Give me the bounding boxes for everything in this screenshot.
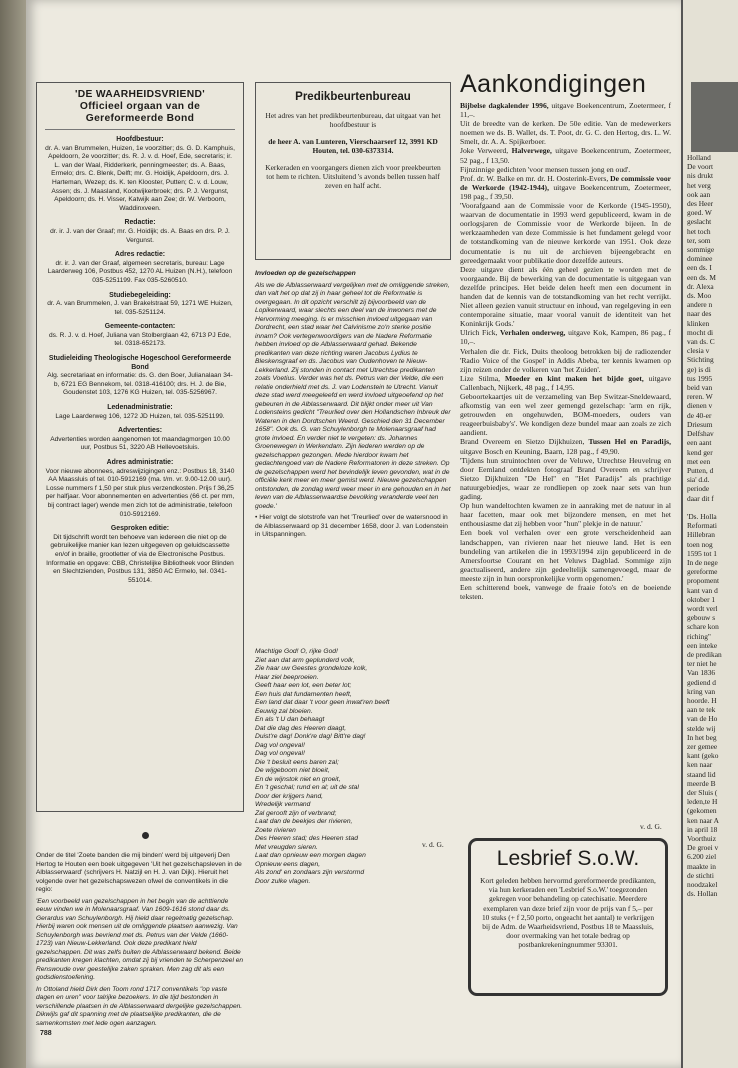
announcement-text: uitgave Kok, Kampen, 86 pag., f 10,–. (460, 328, 671, 347)
poem-line: Een land dat daar 't voor geen inwat'ren beeft (255, 699, 390, 706)
announcement-entry (460, 347, 671, 374)
predikbeurtenbureau-intro: Het adres van het predikbeurtenbureau, dat uitgaat van het hoofdbestuur is (265, 111, 441, 130)
announcement-text: Op hun wandeltochten kwamen ze in aanraking met de natuur in al haar facetten, maar ook met bijzondere mensen, en met het enthousiasme dat zij hebben voor "hun" plekje in de natuur.' (460, 501, 671, 529)
masthead-section-heading: Adres administratie: (106, 459, 174, 466)
masthead-title-3: Gereformeerde Bond (85, 113, 195, 124)
lesbrief-box (468, 838, 668, 996)
announcement-entry (460, 374, 671, 392)
lesbrief-text: Kort geleden hebben hervormd gereformeerde predikanten, via hun kerkeraden een 'Lesbrief S.o.W.' toegezonden gekregen voor behandeling op catechisatie. Meerdere exemplaren van deze brief zijn voor de prijs van f 5,– per 10 stuks (+ f 2,50 porto, ongeacht het aantal) te verkrijgen bij de Adm. de Waarheidsvriend, Postbus 18 te Maassluis, door overmaking van het totale bedrag op postbankrekeningnummer 93301. (480, 876, 656, 950)
paragraph: • Hier volgt de slotstrofe van het 'Treurlied' over de watersnood in de Alblasserwaard op 31 december 1658, door J. van Lodenstein in Uitspanningen. (255, 514, 448, 538)
paragraph: Invloeden op de gezelschappen (255, 270, 356, 277)
poem-line: Als zond' en zondaars zijn verstormd (255, 869, 365, 876)
masthead-section-heading: Gesproken editie: (110, 525, 170, 533)
announcement-book-title: Halverwege, (511, 146, 552, 156)
masthead-section-heading: Ledenadministratie: (107, 404, 173, 412)
masthead-section (45, 251, 235, 285)
announcement-text: Verhalen die dr. Fick, Duits theoloog betrokken bij de radiozender 'Radio Voice of the Gospel' in Addis Abeba, ter kennis kwamen op zijn reizen onder de volkeren van 'het Zuiden'. (460, 346, 671, 374)
masthead-section-text: Lage Laarderweg 106, 1272 JD Huizen, tel. 035-5251199. (55, 412, 225, 420)
announcement-entry (460, 456, 671, 501)
masthead-section (45, 355, 235, 398)
announcement-text: 'Tijdens hun struintochten over de Veluwe, Utrechtse Heuvelrug en door Eemland ontdekten fotograaf Brand Overeem en schrijver Sietzo Dijkhuizen "De Hel" en "Het Paradijs" als prachtige natuurgebiedjes, waar ze rondliepen op zoek naar sets van hun gading. (460, 455, 671, 502)
announcement-book-title: De commissie voor de Werkorde (1942-1944), (460, 173, 671, 192)
poem-line: Zie haar uw Geestes grondeloze kolk, (255, 665, 368, 672)
aankondigingen-title: Aankondigingen (460, 70, 647, 98)
announcement-text: Een boek vol verhalen over een grote verscheidenheid aan landschappen, van rivieren naar het nieuwe land. Het is een bundeling van artikelen die in 1993/1994 zijn gepubliceerd in de Amersfoortse Courant en het Veluws Dagblad. Sommige zijn geactualiseerd, andere zijn gedeeltelijk samengevoegd, maar de meeste zijn in hun oorspronkelijke vorm opgenomen.' (460, 528, 671, 583)
predikbeurtenbureau-address: de heer A. van Lunteren, Vierschaarserf 12, 3991 KD Houten, tel. 030-6373314. (268, 136, 438, 156)
predikbeurtenbureau-title: Predikbeurtenbureau (295, 91, 411, 103)
announcement-text: Uit de breedte van de kerken. De 50e editie. Van de medewerkers noemen we ds. B. Wallet, ds. T. Poot, dr. G. C. den Hertog, drs. L. W. Smelt, dr. A. A. Spijkerboer. (460, 119, 671, 147)
announcement-text: Lize Stilma, (460, 373, 505, 383)
masthead-section-text: Advertenties worden aangenomen tot maandagmorgen 10.00 uur, Postbus 51, 3220 AB Hellevoetsluis. (50, 435, 230, 452)
poem-line: Dag vol ongeval! (255, 750, 305, 757)
poem-line: Geeft haar een lot, een beter lot; (255, 682, 352, 689)
masthead-section-text: ds. R. J. v. d. Hoef, Juliana van Stolberglaan 42, 6713 PJ Ede, tel. 0318-652173. (48, 331, 232, 348)
announcement-entry (460, 501, 671, 528)
poem-line: Des Heeren stad; des Heeren stad (255, 835, 358, 842)
poem-line: En 't geschal; rund en al; uit de stal (255, 784, 359, 791)
paragraph: Als we de Alblasserwaard vergelijken met de omliggende streken, dan valt het op dat zij in haar geheel tot de Reformatie is overgegaan. In dit opzicht verschilt zij bijvoorbeeld van de Lopikerwaard, waar slechts een deel van de inwoners met de Hervorming meeging. Is er misschien invloed uitgegaan van Dordrecht, een stad waar het Calvinisme zo'n sterke positie innam? Ook vertegenwoordigers van de Nadere Reformatie hebben invloed op de Alblasserwaard gehad. Bekende predikanten van deze richting waren Jacobus Lydius te Bleskensgraaf en ds. Jacobus van Oudenhoven te Nieuw-Lekkerland. Zij stonden in contact met Utrechtse predikanten zoals Voetius. Verder was het ds. Petrus van der Velde, die een relatie onderhield met ds. J. van Lodenstein te Utrecht. Vanuit deze stad werd meegeleefd en werd invloed uitgeoefend op het gebeuren in de Alblasserwaard. Dit blijkt onder meer uit Van Lodensteins gedicht "Treurlied over den Hollandschen Inbreuk der Wateren in den Dordtschen Weerd. Geschied den 31 December 1658". Ook ds. G. van Schuylenborgh te Molenaarsgraaf had grote invloed. En verder niet te vergeten: ds. Johannes Groenewegen in Werkendam. Zijn liederen werden op de gezelschappen gezongen. Mede hierdoor kwam het gedachtengoed van de Nadere Reformatoren in deze streken. Op de gezelschappen werd het bevindelijk leven gevonden, wat in de officiële kerk meer en meer gemist werd. Nieuwe gezelschappen ontstonden, de zondag werd weer meer in ere gehouden en in het leven van de Alblasserwaardse bevolking veranderde veel ten goede.' (255, 281, 451, 510)
treurlied-poem (255, 648, 451, 886)
masthead-section-heading: Advertenties: (117, 427, 163, 435)
poem-line: Ziet aan dat arm geplunderd volk, (255, 656, 355, 664)
masthead-section (45, 219, 235, 245)
page-number: 788 (40, 1030, 52, 1037)
announcement-book-title: Verhalen onderweg, (500, 328, 566, 338)
poem-line: Door zulke vlagen. (255, 877, 311, 885)
poem-line: Dat die dag des Heeren daagt, (255, 724, 347, 732)
announcement-entry (460, 528, 671, 583)
announcement-entry (460, 201, 671, 265)
paragraph: 'Een voorbeeld van gezelschappen in het begin van de achttiende eeuw vinden we in Molenaarsgraaf. Van 1609-1616 stond daar ds. Gerardus van Schuylenborgh. Hij hield daar regelmatig gezelschap. Hierbij waren ook mensen uit de omliggende plaatsen aanwezig. Van Schuylenborgh was bevriend met ds. Petrus van der Velde (1660-1723) van Nieuw-Lekkerland. Ook deze predikant hield gezelschappen. Dit was zelfs buiten de Alblasserwaard bekend. Beide predikanten kregen klachten, omdat zij bij vrienden te Scherpenzeel en Renswoude over geestelijke zaken spraken. Men zag dit als een godsdienstoefening. (36, 897, 244, 981)
lesbrief-title: Lesbrief S.o.W. (496, 847, 640, 870)
section-bullet (142, 832, 149, 839)
poem-signature: v. d. G. (422, 840, 444, 849)
poem-line: Met vreugden sieren. (255, 843, 318, 851)
masthead-title-2: Officieel orgaan van de (79, 101, 201, 112)
masthead-box (36, 82, 244, 812)
invloeden-article (255, 270, 451, 543)
poem-line: En als 't U dan behaagt (255, 716, 325, 723)
announcement-entry (460, 328, 671, 346)
poem-line: Zoete rivieren (255, 826, 296, 834)
announcement-book-title: Bijbelse dagkalender 1996, (460, 101, 549, 110)
poem-line: Duist're dag! Donk're dag! Bitt're dag! (255, 733, 366, 740)
masthead-section-heading: Gemeente-contacten: (104, 323, 176, 331)
announcement-text: Geboortekaartjes uit de verzameling van Bep Switzar-Sneldewaard, afkomstig van een wel zeer gemengd gezelschap: 'arm en rijk, getrouwden en ongehuwden, BOM-moeders, ouders van reageerbuisbaby's'. We kondigen deze bundel maar aan zoals ze zich aandient. (460, 392, 671, 438)
adjacent-page-text: Holland De voort nis drukt het verg ook aan des Heer goed. W geslacht het toch ter, som sommige dominee een ds. I een ds. M dr. Alexa ds. Moo andere n naar des klinken mocht di van ds. C clesia v Stichting ge) is di tus 1995 beid van reren. W dienen v de 40-er Driesum Delfshav een aant kend ger met een Putten, d sia' d.d. periode daar dit f 'Ds. Holla Reformati Hillebran toen nog 1595 tot 1 In de nege gereforme propoment kant van d oktober 1 wordt verl gebouw s schare kon riching" een inteke de predikan ter niet he Van 1836 gediend d kring van hoorde. H aan te tek van de Ho stelde wij In het beg zer gemee kant (geko ken naar staand lid meerde B der Sluis ( leden,te H (gekomen ken naar A in april 18 Voorthuiz De groei v 6.200 ziel maakte in de stichti noodzakel ds. Hollan (687, 153, 722, 899)
announcement-book-title: Moeder en kint maken het bijde goet, (504, 373, 644, 383)
masthead-section-heading: Hoofdbestuur: (116, 136, 164, 143)
announcement-text: Fijnzinnige gedichten 'voor mensen tussen jong en oud'. (460, 164, 631, 174)
adjacent-page-photo (691, 82, 738, 152)
masthead-section (45, 136, 235, 213)
poem-line: Opnieuw eens dagen, (255, 860, 321, 868)
announcement-text: uitgave Boekencentrum, Zoetermeer, f 11,–. (460, 101, 671, 120)
masthead-section (45, 404, 235, 421)
announcement-text: uitgave Bosch en Keuning, Baarn, 128 pag., f 49,90. (460, 446, 620, 456)
announcement-text: Deze uitgave dient als één geheel gezien te worden met de voorgaande. Bij de bewerking van de documentatie is uitgegaan van dezelfde principes. Het beide delen heeft men een document in handen dat de kennis van de totstandkoming van het recht verrijkt. Niet alleen gezien vanuit structuur en inhoud, van regelgeving in een contemporaine situatie, maar vooral vanuit de identiteit van het Koninkrijk Gods.' (460, 264, 671, 329)
masthead-section-text: dr. A. van Brummelen, Huizen, 1e voorzitter; ds. G. D. Kamphuis, Apeldoorn, 2e voorzitter; ds. R. J. v. d. Hoef, Ede, secretaris; ir. L. van der Waal, Ridderkerk, penningmeester; ds. A. Baas, Ermelo; drs. C. Blenk, Delft; mr. G. Hoidijk, Apeldoorn, drs. J. Harteman, Wezep; ds. K. ten Klooster, Putten; C. v. d. Louw, Assen; ds. J. Maasland, Kootwijkerbroek; drs. P. J. Vergunst, Apeldoorn; ds. H. Visser, Katwijk aan Zee; dr. W. Verboom, Waddinxveen. (45, 144, 235, 212)
masthead-section (45, 427, 235, 453)
masthead-section-heading: Studiebegeleiding: (109, 291, 171, 299)
poem-line: Dag vol ongeval! (255, 741, 305, 749)
masthead-section-text: dr. A. van Brummelen, J. van Brakelstraat 59, 1271 WE Huizen, tel. 035-5251124. (47, 300, 233, 316)
announcement-entry (460, 165, 671, 174)
announcement-entry (460, 583, 671, 601)
announcement-entry (460, 437, 671, 455)
poem-line: Machtige God! O, rijke God! (255, 648, 338, 655)
aankondigingen-body (460, 101, 671, 601)
announcement-text: 'Voorafgaand aan de Commissie voor de Kerkorde (1945-1950), waarvan de documentatie in 1993 werd gepubliceerd, kwam in de oorlogsjaren de Commissie voor de Werkorde bijeen. In de werkzaamheden van deze Commissie is het fundament gelegd voor de totstandkoming van de nieuwe kerkorde van 1951. Ook deze documentatie is nu uit de archieven bijeengebracht en gereedgemaakt voor publikatie door dezelfde auteurs. (460, 201, 671, 265)
announcement-book-title: Tussen Hel en Paradijs, (588, 437, 672, 447)
poem-line: De wijgeboom niet bloeit, (255, 767, 330, 774)
announcement-entry (460, 119, 671, 146)
announcement-entry (460, 265, 671, 329)
masthead-section-text: Alg. secretariaat en informatie: ds. G. den Boer, Julianalaan 34-b, 6721 EG Bennekom, tel. 0318-416100; drs. H. J. de Bie, Goudenstet 103, 1276 KG Huizen, tel. 035-5256967. (47, 372, 233, 397)
page-gutter (0, 0, 26, 1068)
announcement-text: Brand Overeem en Sietzo Dijkhuizen, (460, 437, 589, 447)
announcement-text: uitgave Callenbach, Nijkerk, 48 pag., f 14,95. (460, 373, 672, 392)
adjacent-page-fragment (681, 0, 738, 1068)
announcement-text: Prof. dr. W. Balke en mr. dr. H. Oosterink-Evers, (460, 173, 611, 183)
poem-line: Een huis dat fundamenten heeft, (255, 690, 352, 698)
announcement-entry (460, 101, 671, 119)
poem-line: En de wijnstok niet en groeit, (255, 775, 341, 783)
paragraph: In Ottoland hield Dirk den Toom rond 1717 conventikels "op vaste dagen en uren" voor talrijke bezoekers. In die tijd bestonden in verschillende plaatsen in de Alblasserwaard dergelijke gezelschappen. Dikwijls gaf dit spanning met de plaatselijke predikanten, die de samenkomsten met lede ogen aanzagen. (36, 985, 243, 1027)
poem-line: Wredelijk vermand (255, 801, 311, 808)
poem-line: Door der krijgers hand, (255, 792, 324, 800)
masthead-sections (45, 136, 235, 585)
announcement-text: uitgave Boekencentrum, Zoetermeer, 52 pag., f 13,50. (460, 146, 672, 165)
poem-line: Haar ziel beeproeien. (255, 673, 319, 681)
poem-line: Die 't besluit eens baren zal; (255, 758, 339, 766)
announcement-text: uitgave Boekencentrum, Zoetermeer, 198 pag., f 39,50. (460, 182, 672, 201)
announcement-entry (460, 392, 671, 437)
masthead-title-1: 'DE WAARHEIDSVRIEND' (75, 89, 205, 100)
paragraph: Onder de titel 'Zoete banden die mij binden' werd bij uitgeverij Den Hertog te Houten een boek uitgegeven 'Uit het gezelschapsleven in de Alblasserwaard' (schrijvers H. Natzijl en H. J. van Dijk). Hieruit het volgende over het gezelschapswezen ofwel de conventikels in die regio: (36, 852, 242, 893)
predikbeurtenbureau-note: Kerkeraden en voorgangers dienen zich voor preekbeurten tot hem te richten. Uitsluitend 's avonds bellen tussen half zeven en half acht. (265, 162, 441, 191)
announcement-entry (460, 174, 671, 201)
masthead-divider (45, 129, 235, 130)
poem-line: Laat dan de beekjes der rivieren, (255, 818, 353, 825)
gezelschap-article (36, 852, 244, 1031)
masthead-section (45, 323, 235, 349)
masthead-section-heading: Studieleiding Theologische Hogeschool Gereformeerde Bond (48, 355, 232, 371)
poem-line: Zal gerooft zijn of verbrand; (255, 809, 337, 817)
aankondigingen-signature: v. d. G. (640, 822, 662, 831)
announcement-text: Joke Verweerd, (460, 146, 512, 156)
poem-line: Eeuwig zal bloeien. (255, 707, 313, 715)
announcement-text: Een schitterend boek, vanwege de fraaie foto's en de boeiende teksten. (460, 582, 671, 602)
masthead-section-text: Dit tijdschrift wordt ten behoeve van iedereen die niet op de gebruikelijke manier kan lezen uitgegeven op geluidscassette en/of in braille, grootletter of via de Electronische Postbus. Informatie en opgave: CBB, Christelijke Bibliotheek voor Blinden en Slechtzienden, Postbus 131, 3850 AC Ermelo, tel. 0341-551014. (46, 533, 234, 584)
announcement-entry (460, 146, 671, 164)
announcement-text: Ulrich Fick, (460, 328, 501, 338)
masthead-section-text: Voor nieuwe abonnees, adreswijzigingen enz.: Postbus 18, 3140 AA Maassluis of tel. 010-5912169 (ma. t/m. vr. 9.00-12.00 uur). Losse nummers f 1,50 per stuk plus verzendkosten. Prijs f 36,25 per halfjaar. Voor abonnementen en advertenties (66 ct. per mm, bij contract lager) wende men zich tot de administratie, telefoon 010-5912169. (45, 467, 235, 518)
masthead-section-text: dr. ir. J. van der Graaf, algemeen secretaris, bureau: Lage Laarderweg 106, Postbus 452, 1270 AL Huizen (N.H.), telefoon 035-5251199. Fax 035-5260510. (47, 259, 233, 284)
predikbeurtenbureau-box (255, 82, 451, 260)
masthead-section-heading: Redactie: (124, 219, 156, 227)
masthead-section (45, 525, 235, 585)
masthead-section (45, 292, 235, 318)
masthead-section-text: dr. ir. J. van der Graaf; mr. G. Hoidijk; ds. A. Baas en drs. P. J. Vergunst. (50, 227, 230, 244)
poem-line: Laat dan opnieuw een morgen dagen (255, 852, 366, 859)
masthead-section-heading: Adres redactie: (114, 251, 166, 259)
masthead-section (45, 459, 235, 519)
